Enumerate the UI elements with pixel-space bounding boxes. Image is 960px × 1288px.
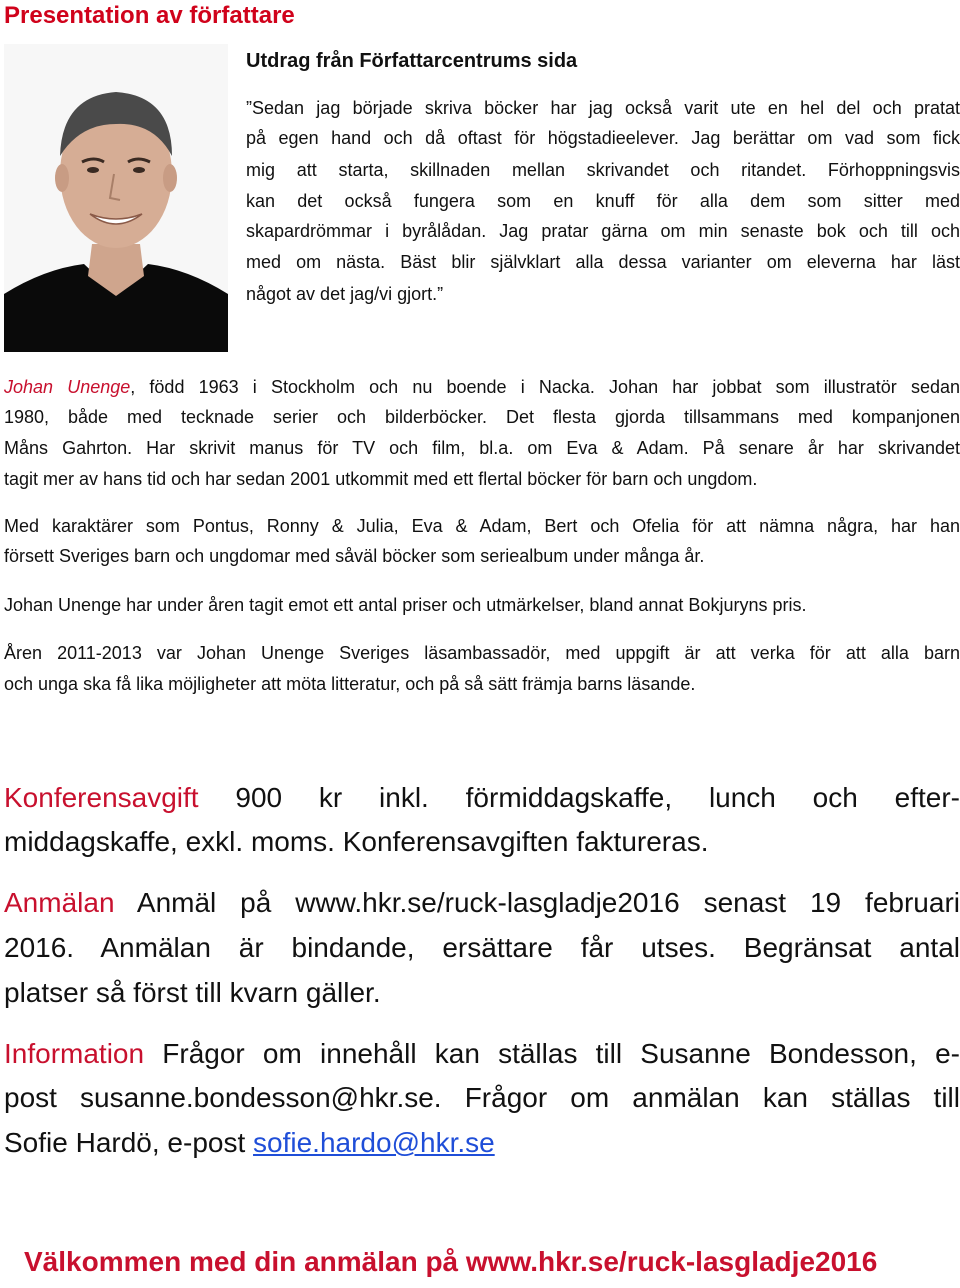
information-text: Sofie Hardö, e-post <box>4 1127 254 1158</box>
registration-line: 2016. Anmälan är bindande, ersättare får utses. Begränsat antal <box>4 932 960 963</box>
fee-line: middagskaffe, exkl. moms. Konferensavgiften faktureras. <box>4 826 709 857</box>
bio-paragraph-1-line: 1980, både med tecknade serier och bilderböcker. Det flesta gjorda tillsammans med kompanjonen <box>4 407 960 427</box>
quote-line: ”Sedan jag började skriva böcker har jag också varit ute en hel del och pratat <box>246 98 960 118</box>
bio-paragraph-1-line: tagit mer av hans tid och har sedan 2001 utkommit med ett flertal böcker för barn och ungdom. <box>4 469 758 489</box>
excerpt-heading: Utdrag från Författarcentrums sida <box>246 50 578 72</box>
quote-line: med om nästa. Bäst blir självklart alla dessa varianter om eleverna har läst <box>246 252 960 272</box>
welcome-banner: Välkommen med din anmälan på www.hkr.se/ruck-lasgladje2016 <box>24 1246 878 1277</box>
registration-text: Anmäl på www.hkr.se/ruck-lasgladje2016 senast 19 februari <box>114 887 960 918</box>
quote-line: skapardrömmar i byrålådan. Jag pratar gärna om min senaste bok och till och <box>246 221 960 241</box>
fee-label: Konferensavgift <box>4 782 199 813</box>
information-line <box>4 1037 960 1071</box>
bio-text: , född 1963 i Stockholm och nu boende i Nacka. Johan har jobbat som illustratör sedan <box>130 377 960 397</box>
page-title: Presentation av författare <box>4 2 295 29</box>
information-line <box>4 1126 960 1160</box>
bio-paragraph-4-line: och unga ska få lika möjligheter att möta litteratur, och på så sätt främja barns läsande. <box>4 674 696 694</box>
bio-paragraph-2-line: försett Sveriges barn och ungdomar med såväl böcker som seriealbum under många år. <box>4 546 705 566</box>
fee-line <box>4 781 960 815</box>
bio-paragraph-4-line: Åren 2011-2013 var Johan Unenge Sveriges läsambassadör, med uppgift är att verka för att alla barn <box>4 643 960 663</box>
author-photo <box>4 44 228 352</box>
quote-line: på egen hand och då oftast för högstadieelever. Jag berättar om vad som fick <box>246 128 960 148</box>
registration-label: Anmälan <box>4 887 115 918</box>
bio-paragraph-1-line <box>4 376 960 398</box>
fee-text: 900 kr inkl. förmiddagskaffe, lunch och efter- <box>198 782 960 813</box>
quote-line: mig att starta, skillnaden mellan skrivandet och ritandet. Förhoppningsvis <box>246 160 960 180</box>
quote-line: kan det också fungera som en knuff för alla dem som sitter med <box>246 191 960 211</box>
registration-line <box>4 886 960 920</box>
author-name: Johan Unenge <box>4 377 131 397</box>
information-text: Frågor om innehåll kan ställas till Susanne Bondesson, e- <box>144 1038 960 1069</box>
quote-line: något av det jag/vi gjort.” <box>246 284 444 304</box>
bio-paragraph-2-line: Med karaktärer som Pontus, Ronny & Julia, Eva & Adam, Bert och Ofelia för att nämna några, har han <box>4 516 960 536</box>
author-portrait-image <box>4 44 228 352</box>
registration-line: platser så först till kvarn gäller. <box>4 977 381 1008</box>
email-link[interactable]: sofie.hardo@hkr.se <box>253 1127 495 1158</box>
bio-paragraph-3-line: Johan Unenge har under åren tagit emot ett antal priser och utmärkelser, bland annat Bokjuryns pris. <box>4 595 807 615</box>
bio-paragraph-1-line: Måns Gahrton. Har skrivit manus för TV och film, bl.a. om Eva & Adam. På senare år har skrivandet <box>4 438 960 458</box>
information-line: post susanne.bondesson@hkr.se. Frågor om anmälan kan ställas till <box>4 1082 960 1113</box>
information-label: Information <box>4 1038 145 1069</box>
